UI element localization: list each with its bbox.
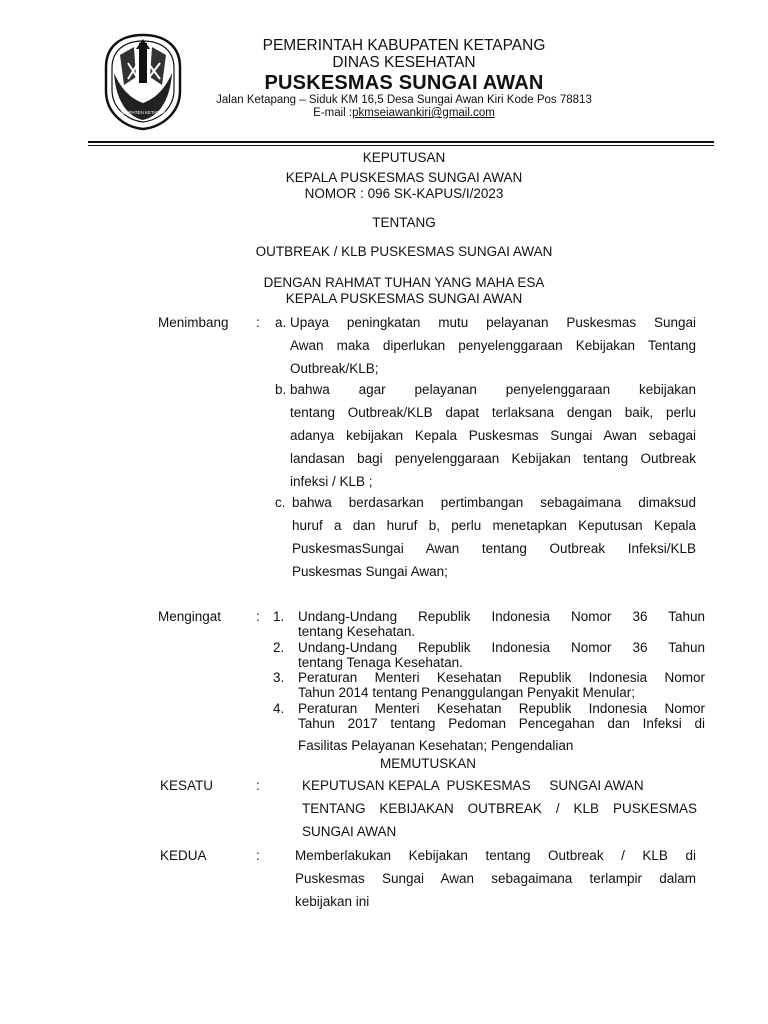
title-keputusan: KEPUTUSAN (362, 150, 446, 165)
kesatu-body: KEPUTUSAN KEPALA PUSKESMAS SUNGAI AWAN TENTANG KEBIJAKAN OUTBREAK / KLB PUSKESMAS SUNGAI AWAN (302, 778, 697, 839)
mengingat-colon: : (256, 609, 260, 624)
header-rule-thick (88, 141, 714, 143)
header-address: Jalan Ketapang – Siduk KM 16,5 Desa Sungai Awan Kiri Kode Pos 78813 (216, 94, 592, 106)
title-kepala: KEPALA PUSKESMAS SUNGAI AWAN (285, 170, 523, 185)
mengingat-label: Mengingat (158, 609, 222, 624)
title-kepala2: KEPALA PUSKESMAS SUNGAI AWAN (285, 291, 523, 306)
title-tentang: TENTANG (372, 215, 436, 230)
mengingat-marker-2: 2. (273, 640, 285, 655)
menimbang-label: Menimbang (158, 315, 229, 330)
header-line3: PUSKESMAS SUNGAI AWAN (264, 72, 544, 94)
mengingat-item-2: Undang-Undang Republik Indonesia Nomor 36 Tahun tentang Tenaga Kesehatan. (298, 640, 705, 670)
menimbang-item-c: bahwa berdasarkan pertimbangan sebagaimana dimaksud huruf a dan huruf b, perlu menetapkan Keputusan Kepala PuskesmasSungai Awan tentang Outbreak Infeksi/KLB Puskesmas Sungai Awan; (292, 495, 696, 579)
mengingat-extra-line: Fasilitas Pelayanan Kesehatan; Pengendalian (298, 738, 574, 753)
menimbang-item-b: bahwa agar pelayanan penyelenggaraan kebijakan tentang Outbreak/KLB dapat terlaksana dengan baik, perlu adanya kebijakan Kepala Puskesmas Sungai Awan sebagai landasan bagi penyelenggaraan Kebijakan tentang Outbreak infeksi / KLB ; (290, 382, 696, 489)
header-email-line (20, 107, 768, 119)
header-line2: DINAS KESEHATAN (332, 54, 476, 71)
mengingat-marker-1: 1. (273, 609, 285, 624)
email-prefix: E-mail : (313, 107, 353, 119)
mengingat-item-4: Peraturan Menteri Kesehatan Republik Indonesia Nomor Tahun 2017 tentang Pedoman Pencegahan dan Infeksi di (298, 701, 705, 731)
mengingat-item-3: Peraturan Menteri Kesehatan Republik Indonesia Nomor Tahun 2014 tentang Penanggulangan Penyakit Menular; (298, 670, 705, 700)
mengingat-item-1: Undang-Undang Republik Indonesia Nomor 36 Tahun tentang Kesehatan. (298, 609, 705, 639)
menimbang-marker-c: c. (275, 495, 286, 510)
kesatu-colon: : (256, 778, 260, 793)
header-rule-thin (88, 145, 714, 146)
menimbang-colon: : (256, 315, 260, 330)
menimbang-marker-b: b. (275, 382, 287, 397)
memutuskan-heading: MEMUTUSKAN (380, 756, 477, 771)
kedua-colon: : (256, 848, 260, 863)
kesatu-label: KESATU (160, 778, 214, 793)
mengingat-marker-4: 4. (273, 701, 285, 716)
kedua-body: Memberlakukan Kebijakan tentang Outbreak / KLB di Puskesmas Sungai Awan sebagaimana terlampir dalam kebijakan ini (295, 848, 696, 909)
logo-text: KABUPATEN KETAPANG (117, 110, 169, 115)
email-link[interactable]: pkmseiawankiri@gmail.com (352, 107, 495, 119)
menimbang-item-a: Upaya peningkatan mutu pelayanan Puskesmas Sungai Awan maka diperlukan penyelenggaraan Kebijakan Tentang Outbreak/KLB; (290, 315, 696, 376)
title-rahmat: DENGAN RAHMAT TUHAN YANG MAHA ESA (263, 275, 545, 290)
menimbang-marker-a: a. (275, 315, 287, 330)
mengingat-marker-3: 3. (273, 670, 285, 685)
title-nomor: NOMOR : 096 SK-KAPUS/I/2023 (304, 186, 504, 201)
header-line1: PEMERINTAH KABUPATEN KETAPANG (262, 37, 546, 54)
title-subject: OUTBREAK / KLB PUSKESMAS SUNGAI AWAN (255, 244, 553, 259)
kedua-label: KEDUA (160, 848, 207, 863)
